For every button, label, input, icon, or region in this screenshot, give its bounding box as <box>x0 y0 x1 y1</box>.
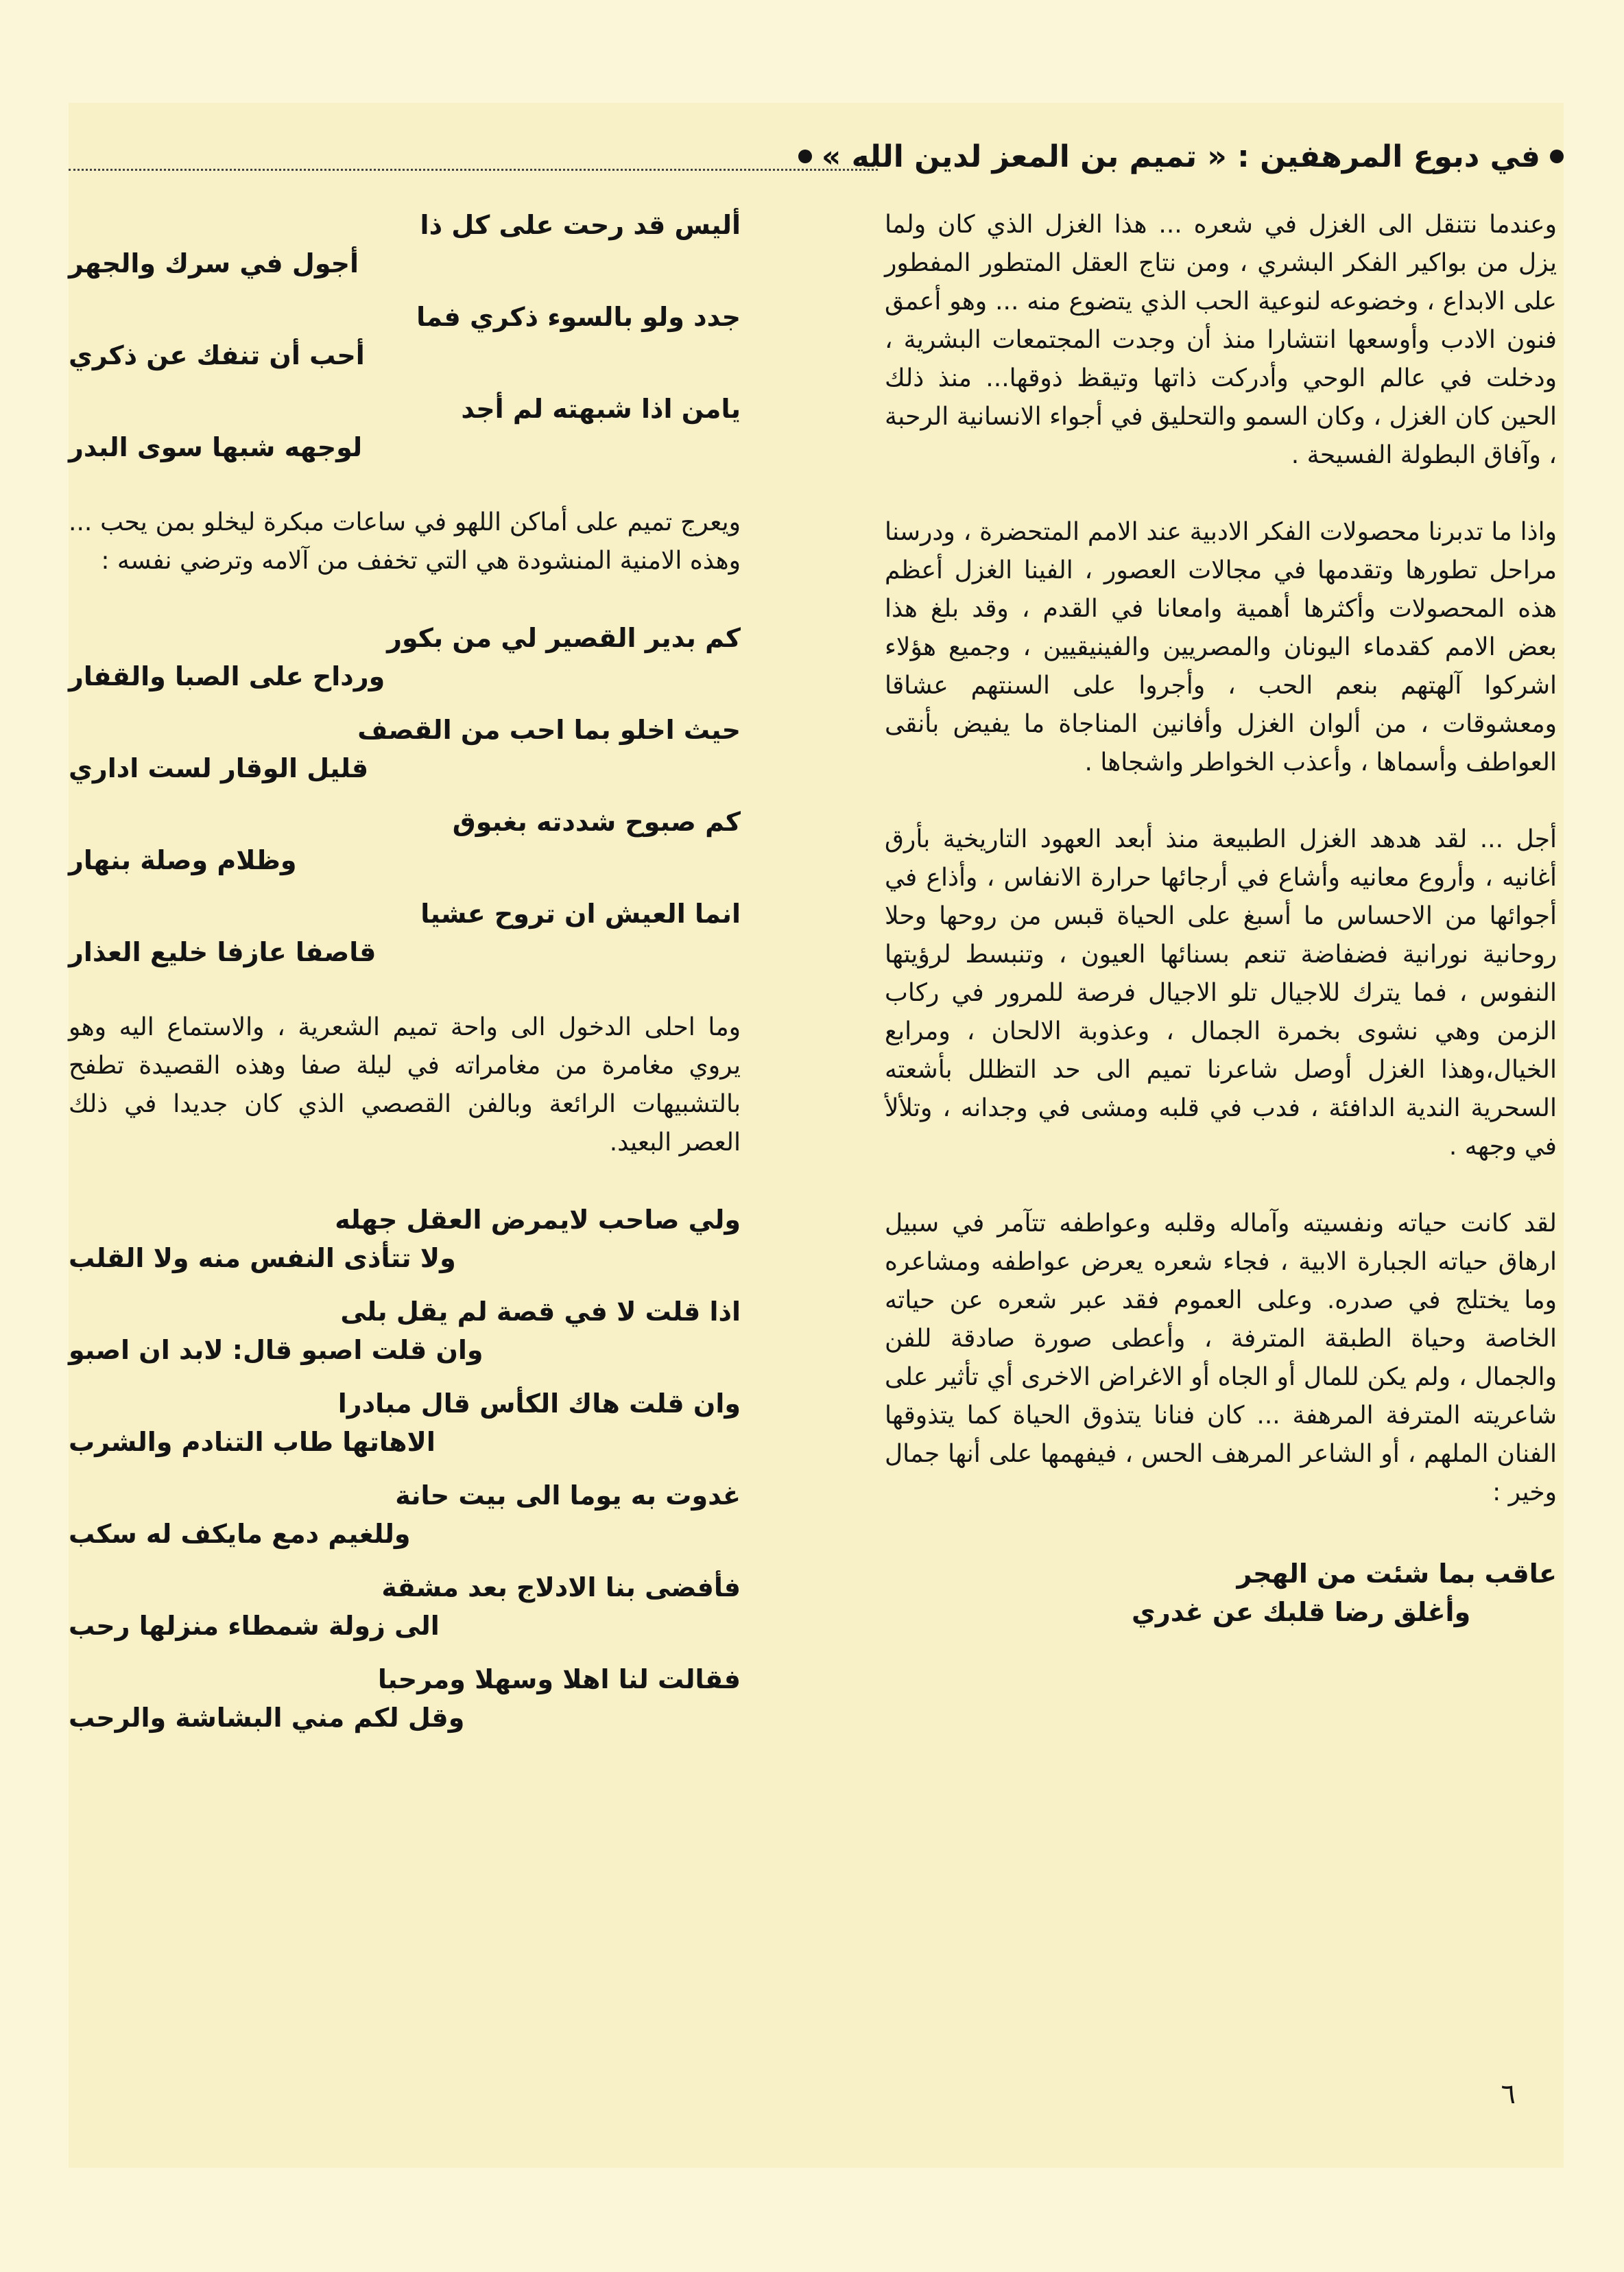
paragraph: لقد كانت حياته ونفسيته وآماله وقلبه وعواطفه تتآمر في سبيل ارهاق حياته الجبارة الابية ، فجاء شعره يعرض عواطفه ومشاعره وما يختلج في صدره. وعلى العموم فقد عبر شعره عن حياته الخاصة وحياة الطبقة المترفة ، وأعطى صورة صادقة للفن والجمال ، ولم يكن للمال أو الجاه أو الاغراض الاخرى أي تأثير على شاعريته المترفة المرهفة ... كان فنانا يتذوق الحياة كما يتذوقها الفنان الملهم ، أو الشاعر المرهف الحس ، فيفهمها على أنها جمال وخير : <box>885 1209 1557 1506</box>
page-number: ٦ <box>1501 2079 1516 2110</box>
verse-hemistich-1: يامن اذا شبهته لم أجد <box>461 394 741 424</box>
verse-hemistich-2: الى زولة شمطاء منزلها رحب <box>69 1611 440 1641</box>
paragraph: وعندما نتنقل الى الغزل في شعره ... هذا الغزل الذي كان ولما يزل من بواكير الفكر البشري ، ومن نتاج العقل المتطور المفطور على الابداع ، وخضوعه لنوعية الحب الذي يتضوع منه ... وهو أعمق فنون الادب وأوسعها انتشارا منذ أن وجدت المجتمعات البشرية ، ودخلت في عالم الوحي وأدركت ذاتها وتيقظ ذوقها... منذ ذلك الحين كان الغزل ، وكان السمو والتحليق في أجواء الانسانية الرحبة ، وآفاق البطولة الفسيحة . <box>885 211 1557 469</box>
verse <box>69 1200 741 1277</box>
verse <box>69 1292 741 1369</box>
paragraph: وما احلى الدخول الى واحة تميم الشعرية ، والاستماع اليه وهو يروي مغامرة من مغامراته في ليلة صفا وهذه القصيدة تطفح بالتشبيهات الرائعة وبالفن القصصي الذي كان جديدا في ذلك العصر البعيد. <box>69 1013 741 1157</box>
right-column <box>885 206 1557 1646</box>
paragraph: ويعرج تميم على أماكن اللهو في ساعات مبكرة ليخلو بمن يحب ... وهذه الامنية المنشودة هي التي تخفف من آلامه وترضي نفسه : <box>69 508 741 575</box>
verse-hemistich-1: غدوت به يوما الى بيت حانة <box>395 1480 741 1511</box>
verse-hemistich-2: ولا تتأذى النفس منه ولا القلب <box>69 1243 456 1273</box>
verse-hemistich-2: وأغلق رضا قلبك عن غدري <box>1132 1597 1471 1627</box>
verse-hemistich-2: الاهاتها طاب التنادم والشرب <box>69 1427 435 1457</box>
verse <box>69 803 741 879</box>
verse-hemistich-2: ورداح على الصبا والقفار <box>69 661 385 691</box>
verse <box>69 390 741 466</box>
article-title: في دبوع المرهفين : « تميم بن المعز لدين الله » <box>821 139 1540 174</box>
page <box>69 103 1564 2168</box>
verse-hemistich-2: وان قلت اصبو قال: لابد ان اصبو <box>69 1335 483 1365</box>
verse-hemistich-1: ولي صاحب لايمرض العقل جهله <box>335 1205 741 1235</box>
bullet-icon <box>1550 150 1564 163</box>
verse-hemistich-2: لوجهه شبها سوى البدر <box>69 432 363 462</box>
verse <box>69 895 741 971</box>
verse <box>69 1384 741 1461</box>
verse-hemistich-2: وللغيم دمع مايكف له سكب <box>69 1519 411 1549</box>
verse <box>69 298 741 375</box>
verse-hemistich-2: قاصفا عازفا خليع العذار <box>69 937 377 967</box>
verse-hemistich-1: عاقب بما شئت من الهجر <box>1237 1559 1557 1589</box>
paragraph: أجل ... لقد هدهد الغزل الطبيعة منذ أبعد العهود التاريخية بأرق أغانيه ، وأروع معانيه وأشاع في أرجائها حرارة الانفاس ، وأذاع في أجوائها من الاحساس ما أسبغ على الحياة قبس من روحها وحلا روحانية نورانية فضفاضة تنعم بسنائها العيون ، وتنبسط لرؤيتها النفوس ، فما يترك للاجيال تلو الاجيال فرصة للمرور في ركاب الزمن وهي نشوى بخمرة الجمال ، وعذوبة الالحان ، ومرابع الخيال،وهذا الغزل أوصل شاعرنا تميم الى حد التظلل بأشعته السحرية الندية الدافئة ، فدب في قلبه ومشى في وجدانه ، وتلألأ في وجهه . <box>885 825 1557 1161</box>
verse-hemistich-1: كم بدير القصير لي من بكور <box>387 623 741 653</box>
paragraph: واذا ما تدبرنا محصولات الفكر الادبية عند الامم المتحضرة ، ودرسنا مراحل تطورها وتقدمها في مجالات العصور ، الفينا الغزل أعظم هذه المحصولات وأكثرها أهمية وامعانا في القدم ، وقد بلغ هذا بعض الامم كقدماء اليونان والمصريين والفينيقيين ، وجميع هؤلاء اشركوا آلهتهم بنعم الحب ، وأجروا على السنتهم عشاقا ومعشوقات ، من ألوان الغزل وأفانين المناجاة ما يفيض بأنقى العواطف وأسماها ، وأعذب الخواطر واشجاها . <box>885 518 1557 777</box>
article-header <box>798 129 1564 184</box>
verse-hemistich-2: أحب أن تنفك عن ذكري <box>69 340 365 370</box>
verse-hemistich-2: أجول في سرك والجهر <box>69 248 359 279</box>
verse-hemistich-1: انما العيش ان تروح عشيا <box>420 899 741 929</box>
verse-hemistich-1: فأفضى بنا الادلاج بعد مشقة <box>381 1572 741 1602</box>
verse-hemistich-1: كم صبوح شددته بغبوق <box>452 807 741 837</box>
bullet-icon <box>798 150 812 163</box>
verse-hemistich-1: اذا قلت لا في قصة لم يقل بلى <box>340 1297 741 1327</box>
verse-hemistich-1: حيث اخلو بما احب من القصف <box>357 715 741 745</box>
verse-hemistich-1: أليس قد رحت على كل ذا <box>420 210 741 240</box>
dotted-divider <box>69 169 878 171</box>
verse-hemistich-1: جدد ولو بالسوء ذكري فما <box>416 302 741 332</box>
verse <box>69 1568 741 1645</box>
left-column <box>69 206 741 1752</box>
verse <box>69 1476 741 1553</box>
verse <box>69 711 741 788</box>
verse <box>1132 1554 1557 1631</box>
verse-hemistich-2: وقل لكم مني البشاشة والرحب <box>69 1703 465 1733</box>
verse-hemistich-1: وان قلت هاك الكأس قال مبادرا <box>337 1388 741 1419</box>
verse-hemistich-1: فقالت لنا اهلا وسهلا ومرحبا <box>377 1664 741 1694</box>
verse <box>69 1660 741 1737</box>
verse <box>69 206 741 283</box>
verse-hemistich-2: وظلام وصلة بنهار <box>69 845 297 875</box>
verse <box>69 619 741 696</box>
verse-hemistich-2: قليل الوقار لست اداري <box>69 753 369 783</box>
